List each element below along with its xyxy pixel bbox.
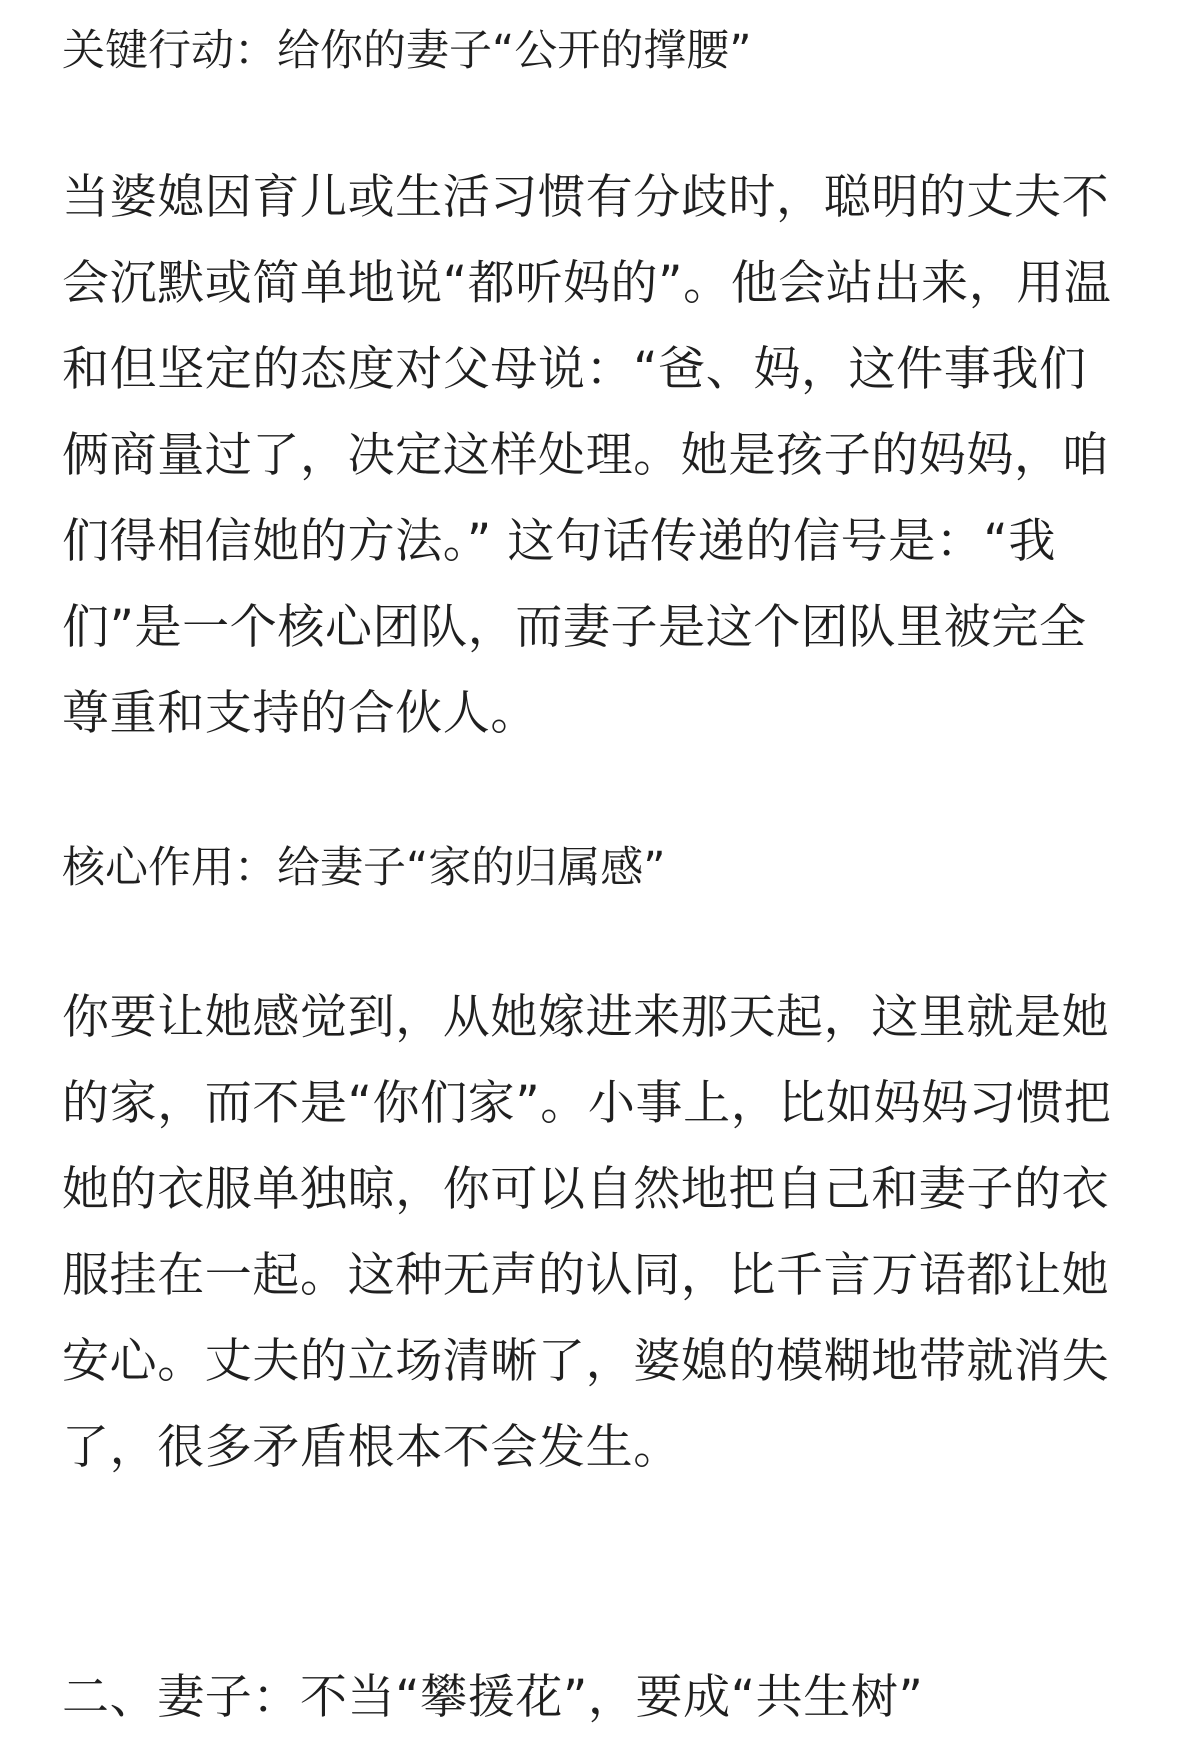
paragraph-core-role: 你要让她感觉到，从她嫁进来那天起，这里就是她的家，而不是“你们家”。小事上，比如妈妈习惯把她的衣服单独晾，你可以自然地把自己和妻子的衣服挂在一起。这种无声的认同，比千言万语都让她安心。丈夫的立场清晰了，婆媳的模糊地带就消失了，很多矛盾根本不会发生。 (62, 990, 1112, 1475)
section-heading-wife: 二、妻子：不当“攀援花”，要成“共生树” (62, 1670, 924, 1725)
section-heading-core-role: 核心作用：给妻子“家的归属感” (62, 843, 666, 893)
paragraph-key-action: 当婆媳因育儿或生活习惯有分歧时，聪明的丈夫不会沉默或简单地说“都听妈的”。他会站出来，用温和但坚定的态度对父母说：“爸、妈，这件事我们俩商量过了，决定这样处理。她是孩子的妈妈，咱们得相信她的方法。” 这句话传递的信号是：“我们”是一个核心团队，而妻子是这个团队里被完全尊重和支持的合伙人。 (62, 170, 1112, 741)
section-heading-key-action: 关键行动：给你的妻子“公开的撑腰” (62, 26, 752, 76)
